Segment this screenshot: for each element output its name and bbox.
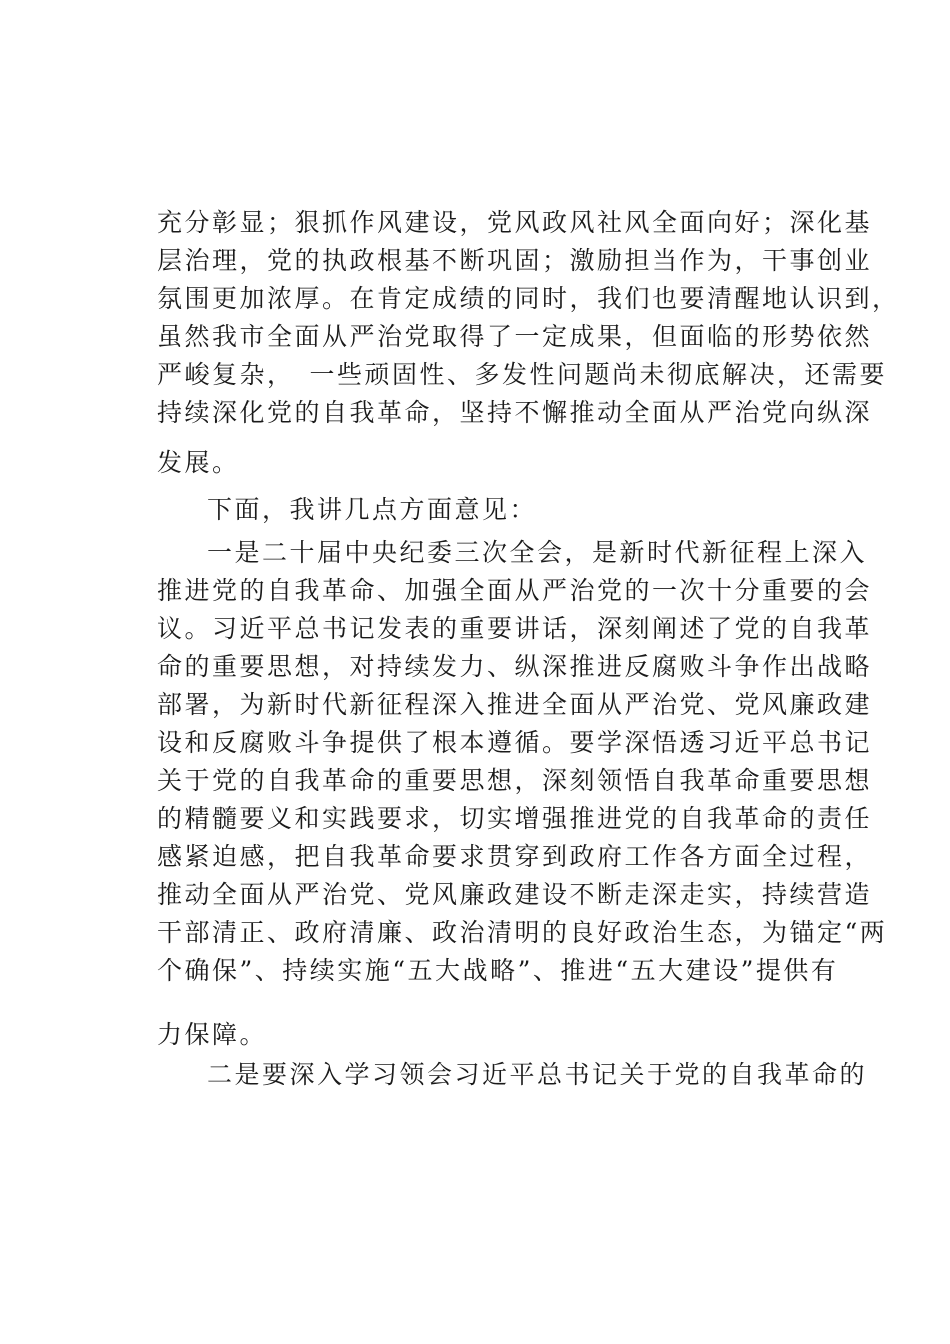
text-line: 议。习近平总书记发表的重要讲话，深刻阐述了党的自我革 — [157, 614, 873, 643]
paragraph-1-last-line — [157, 444, 837, 482]
text-line: 力保障。 — [157, 1020, 268, 1049]
text-line: 关于党的自我革命的重要思想，深刻领悟自我革命重要思想 — [157, 766, 873, 795]
text-line: 推动全面从严治党、党风廉政建设不断走深走实，持续营造 — [157, 880, 873, 909]
text-line: 持续深化党的自我革命，坚持不懈推动全面从严治党向纵深 — [157, 398, 873, 427]
text-line: 氛围更加浓厚。在肯定成绩的同时，我们也要清醒地认识到， — [157, 284, 900, 313]
text-line: 下面，我讲几点方面意见： — [207, 495, 538, 524]
text-line: 虽然我市全面从严治党取得了一定成果，但面临的形势依然 — [157, 322, 873, 351]
paragraph-4 — [157, 1056, 868, 1094]
text-line: 层治理，党的执政根基不断巩固；激励担当作为，干事创业 — [157, 246, 873, 275]
paragraph-3 — [157, 534, 888, 990]
paragraph-2 — [157, 491, 837, 529]
text-line: 一是二十届中央纪委三次全会，是新时代新征程上深入 — [207, 538, 868, 567]
text-line: 严峻复杂， 一些顽固性、多发性问题尚未彻底解决，还需要 — [157, 360, 888, 389]
text-line: 充分彰显；狠抓作风建设，党风政风社风全面向好；深化基 — [157, 208, 873, 237]
paragraph-1 — [157, 204, 900, 432]
text-line: 推进党的自我革命、加强全面从严治党的一次十分重要的会 — [157, 576, 873, 605]
text-line: 二是要深入学习领会习近平总书记关于党的自我革命的 — [207, 1060, 868, 1089]
text-line: 干部清正、政府清廉、政治清明的良好政治生态，为锚定“两 — [157, 918, 888, 947]
text-line: 个确保”、持续实施“五大战略”、推进“五大建设”提供有 — [157, 956, 839, 985]
text-line: 感紧迫感，把自我革命要求贯穿到政府工作各方面全过程， — [157, 842, 873, 871]
text-line: 的精髓要义和实践要求，切实增强推进党的自我革命的责任 — [157, 804, 873, 833]
text-line: 命的重要思想，对持续发力、纵深推进反腐败斗争作出战略 — [157, 652, 873, 681]
text-line: 部署，为新时代新征程深入推进全面从严治党、党风廉政建 — [157, 690, 873, 719]
text-line: 设和反腐败斗争提供了根本遵循。要学深悟透习近平总书记 — [157, 728, 873, 757]
text-line: 发展。 — [157, 448, 240, 477]
paragraph-3-last-line — [157, 1016, 837, 1054]
